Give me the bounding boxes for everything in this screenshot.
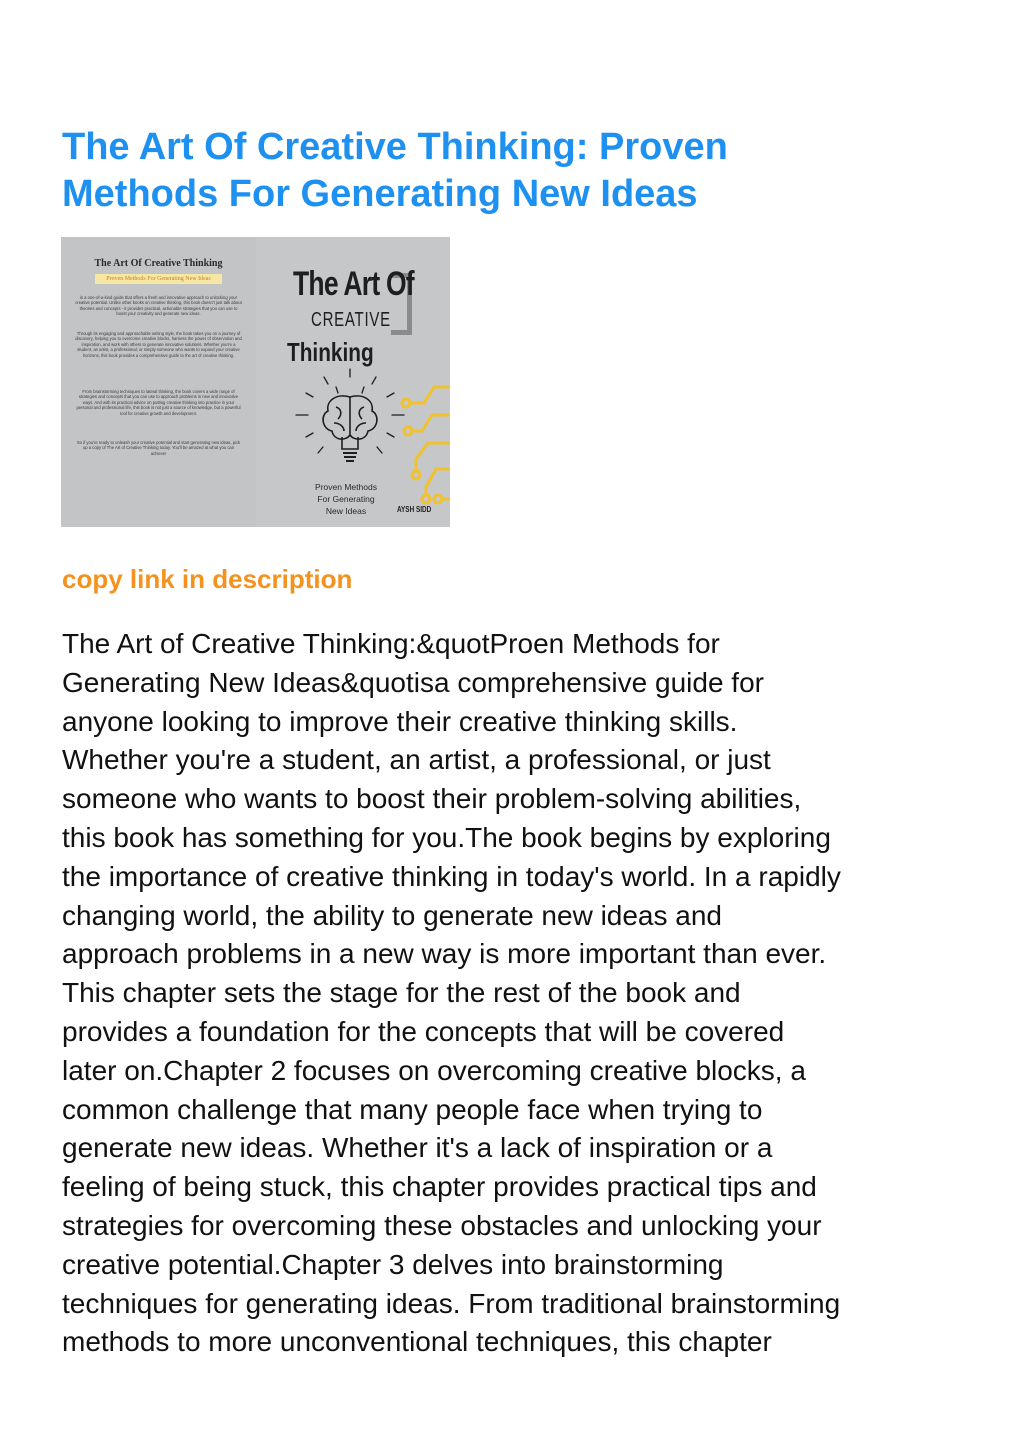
body-line: someone who wants to boost their problem-solving abilities, (62, 783, 802, 815)
body-line: techniques for generating ideas. From traditional brainstorming (62, 1287, 841, 1319)
back-cover-paragraph: From brainstorming techniques to lateral thinking, the book covers a wide range of strategies and concepts that you can use to approach problems in new and innovative ways. And with its practical advice on putting creative thinking into practice in your personal and professional life, this book is not just a source of knowledge, but a powerful tool for creative growth and development. (76, 389, 241, 416)
front-cover-title: The Art Of (293, 265, 414, 303)
back-cover-subtitle: Proven Methods For Generating New Ideas (95, 274, 222, 284)
front-cover-thinking: Thinking (287, 337, 374, 367)
back-cover-title: The Art Of Creative Thinking (94, 258, 223, 269)
body-line: provides a foundation for the concepts that will be covered (62, 1015, 785, 1047)
copy-link-callout: copy link in description (62, 564, 353, 594)
body-line: generate new ideas. Whether it's a lack of inspiration or a (62, 1132, 773, 1164)
body-line: approach problems in a new way is more important than ever. (62, 938, 827, 970)
description-body (62, 625, 967, 1362)
body-line: this book has something for you.The book begins by exploring (62, 821, 831, 853)
body-line: methods to more unconventional techniques, this chapter (62, 1326, 772, 1358)
book-cover-image (61, 237, 450, 527)
body-line: feeling of being stuck, this chapter provides practical tips and (62, 1171, 817, 1203)
body-line: anyone looking to improve their creative thinking skills. (62, 705, 738, 737)
document-title (62, 124, 962, 218)
title-line: The Art Of Creative Thinking: Proven (62, 126, 728, 168)
body-line: the importance of creative thinking in today's world. In a rapidly (62, 860, 841, 892)
back-cover-paragraph: Through its engaging and approachable writing style, the book takes you on a journey of discovery, helping you to overcome creative blocks, harness the power of observation and inspiration, and work with others to generate innovative solutions. Whether you're a student, an artist, a professional, or simply someone who wants to expand your creative horizons, this book provides a comprehensive guide to the art of creative thinking. (75, 331, 242, 358)
body-line: Generating New Ideas&quotisa comprehensive guide for (62, 666, 764, 698)
body-line: The Art of Creative Thinking:&quotProen Methods for (62, 628, 720, 659)
body-line: This chapter sets the stage for the rest of the book and (62, 977, 741, 1009)
circuit-lines-icon (408, 387, 450, 499)
front-cover-author: AYSH SIDD (397, 505, 432, 514)
front-cover-creative: CREATIVE (311, 309, 391, 331)
body-line: common challenge that many people face when trying to (62, 1093, 763, 1125)
tagline-line: New Ideas (325, 506, 367, 516)
tagline-line: For Generating (317, 494, 375, 504)
back-cover-paragraph: is a one-of-a-kind guide that offers a fresh and innovative approach to unlocking your creative potential. Unlike other books on creative thinking, this book doesn't just talk about theories and concepts - it provides practical, actionable strategies that you can use to boost your creativity and generate new ideas. (75, 295, 242, 317)
body-line: changing world, the ability to generate new ideas and (62, 899, 722, 931)
body-line: Whether you're a student, an artist, a professional, or just (62, 744, 771, 776)
body-line: later on.Chapter 2 focuses on overcoming creative blocks, a (62, 1054, 806, 1086)
title-line: Methods For Generating New Ideas (62, 173, 698, 215)
back-cover-paragraph: So if you're ready to unleash your creative potential and start generating new ideas, pick up a copy of The Art of Creative Thinking today. You'll be amazed at what you can achieve! (76, 440, 241, 456)
tagline-line: Proven Methods (315, 482, 377, 492)
body-line: strategies for overcoming these obstacles and unlocking your (62, 1209, 822, 1241)
body-line: creative potential.Chapter 3 delves into brainstorming (62, 1248, 724, 1280)
front-cover-tagline (297, 481, 395, 517)
